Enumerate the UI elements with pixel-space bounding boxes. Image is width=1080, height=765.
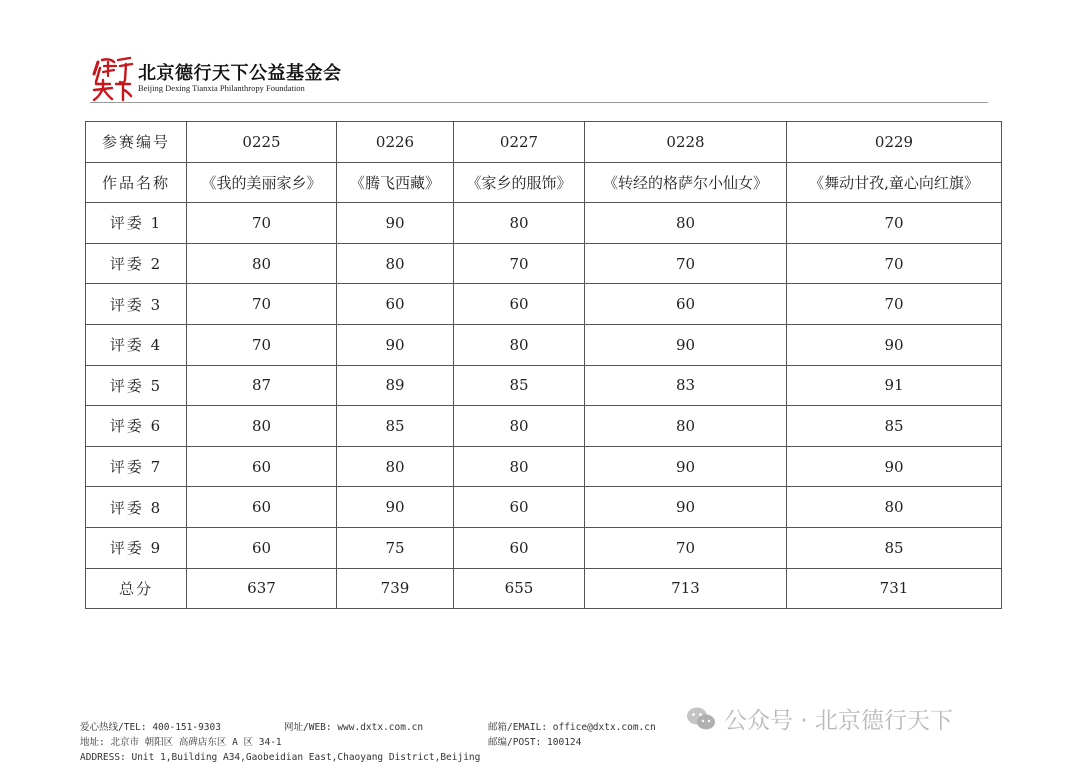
wechat-icon — [686, 706, 716, 732]
table-cell: 80 — [187, 243, 337, 284]
table-cell: 731 — [787, 568, 1002, 609]
table-row — [86, 527, 1002, 568]
table-cell: 91 — [787, 365, 1002, 406]
table-cell: 83 — [585, 365, 787, 406]
row-label: 评委 5 — [86, 365, 187, 406]
table-cell: 90 — [585, 446, 787, 487]
footer-post: 邮编/POST: 100124 — [488, 737, 582, 748]
table-cell: 85 — [787, 406, 1002, 447]
table-row — [86, 243, 1002, 284]
table-cell: 0226 — [337, 122, 454, 163]
table-cell: 0225 — [187, 122, 337, 163]
table-cell: 70 — [787, 203, 1002, 244]
table-cell: 80 — [787, 487, 1002, 528]
row-label: 评委 8 — [86, 487, 187, 528]
row-label: 参赛编号 — [86, 122, 187, 163]
table-cell: 90 — [585, 487, 787, 528]
footer-address-en: ADDRESS: Unit 1,Building A34,Gaobeidian East,Chaoyang District,Beijing — [80, 752, 481, 763]
footer-hotline: 爱心热线/TEL: 400-151-9303 — [80, 722, 221, 733]
org-name-en: Beijing Dexing Tianxia Philanthropy Foundation — [138, 83, 305, 93]
table-cell: 90 — [787, 446, 1002, 487]
table-cell: 80 — [337, 446, 454, 487]
table-cell: 70 — [187, 284, 337, 325]
table-row — [86, 203, 1002, 244]
table-cell: 80 — [585, 203, 787, 244]
table-cell: 80 — [454, 446, 585, 487]
table-row — [86, 365, 1002, 406]
table-cell: 70 — [585, 527, 787, 568]
table-cell: 70 — [585, 243, 787, 284]
row-label: 评委 1 — [86, 203, 187, 244]
table-cell: 60 — [454, 527, 585, 568]
table-cell: 0228 — [585, 122, 787, 163]
table-cell: 70 — [454, 243, 585, 284]
table-cell: 80 — [585, 406, 787, 447]
footer-address-cn: 地址: 北京市 朝阳区 高碑店东区 A 区 34-1 — [80, 737, 282, 748]
table-cell: 0227 — [454, 122, 585, 163]
table-cell: 70 — [787, 284, 1002, 325]
table-row — [86, 487, 1002, 528]
table-cell: 60 — [187, 487, 337, 528]
score-table — [85, 121, 1002, 609]
table-cell: 655 — [454, 568, 585, 609]
table-row — [86, 446, 1002, 487]
calligraphy-seal-icon — [90, 54, 134, 102]
row-label: 评委 9 — [86, 527, 187, 568]
letterhead — [90, 50, 990, 102]
header-divider — [90, 102, 988, 103]
footer-email: 邮箱/EMAIL: office@dxtx.com.cn — [488, 722, 656, 733]
table-cell: 80 — [337, 243, 454, 284]
table-cell: 60 — [187, 446, 337, 487]
table-row — [86, 324, 1002, 365]
row-label: 评委 7 — [86, 446, 187, 487]
table-cell: 0229 — [787, 122, 1002, 163]
table-cell: 85 — [337, 406, 454, 447]
table-cell: 60 — [585, 284, 787, 325]
table-cell: 90 — [337, 203, 454, 244]
table-cell: 80 — [454, 406, 585, 447]
table-row — [86, 406, 1002, 447]
table-cell: 85 — [454, 365, 585, 406]
table-cell: 80 — [454, 203, 585, 244]
table-cell: 90 — [585, 324, 787, 365]
table-cell: 90 — [337, 324, 454, 365]
org-name-cn: 北京德行天下公益基金会 — [138, 63, 342, 84]
table-cell: 80 — [454, 324, 585, 365]
row-label: 评委 6 — [86, 406, 187, 447]
table-cell: 《舞动甘孜,童心向红旗》 — [787, 162, 1002, 203]
table-row — [86, 568, 1002, 609]
table-cell: 90 — [337, 487, 454, 528]
table-row — [86, 162, 1002, 203]
table-cell: 60 — [454, 284, 585, 325]
table-cell: 60 — [187, 527, 337, 568]
table-cell: 《腾飞西藏》 — [337, 162, 454, 203]
row-label: 作品名称 — [86, 162, 187, 203]
table-cell: 70 — [187, 203, 337, 244]
row-label: 评委 4 — [86, 324, 187, 365]
table-cell: 80 — [187, 406, 337, 447]
table-cell: 60 — [337, 284, 454, 325]
row-label: 总分 — [86, 568, 187, 609]
row-label: 评委 3 — [86, 284, 187, 325]
table-cell: 89 — [337, 365, 454, 406]
row-label: 评委 2 — [86, 243, 187, 284]
table-cell: 87 — [187, 365, 337, 406]
footer-contact — [80, 720, 680, 765]
table-cell: 《我的美丽家乡》 — [187, 162, 337, 203]
table-cell: 《转经的格萨尔小仙女》 — [585, 162, 787, 203]
wechat-watermark — [686, 702, 953, 735]
table-cell: 70 — [187, 324, 337, 365]
table-cell: 637 — [187, 568, 337, 609]
table-row — [86, 122, 1002, 163]
table-cell: 70 — [787, 243, 1002, 284]
table-cell: 90 — [787, 324, 1002, 365]
watermark-text: 公众号 · 北京德行天下 — [724, 708, 953, 734]
footer-web: 网址/WEB: www.dxtx.com.cn — [284, 722, 424, 733]
table-cell: 75 — [337, 527, 454, 568]
table-cell: 60 — [454, 487, 585, 528]
table-row — [86, 284, 1002, 325]
table-cell: 《家乡的服饰》 — [454, 162, 585, 203]
table-cell: 713 — [585, 568, 787, 609]
table-cell: 85 — [787, 527, 1002, 568]
table-cell: 739 — [337, 568, 454, 609]
